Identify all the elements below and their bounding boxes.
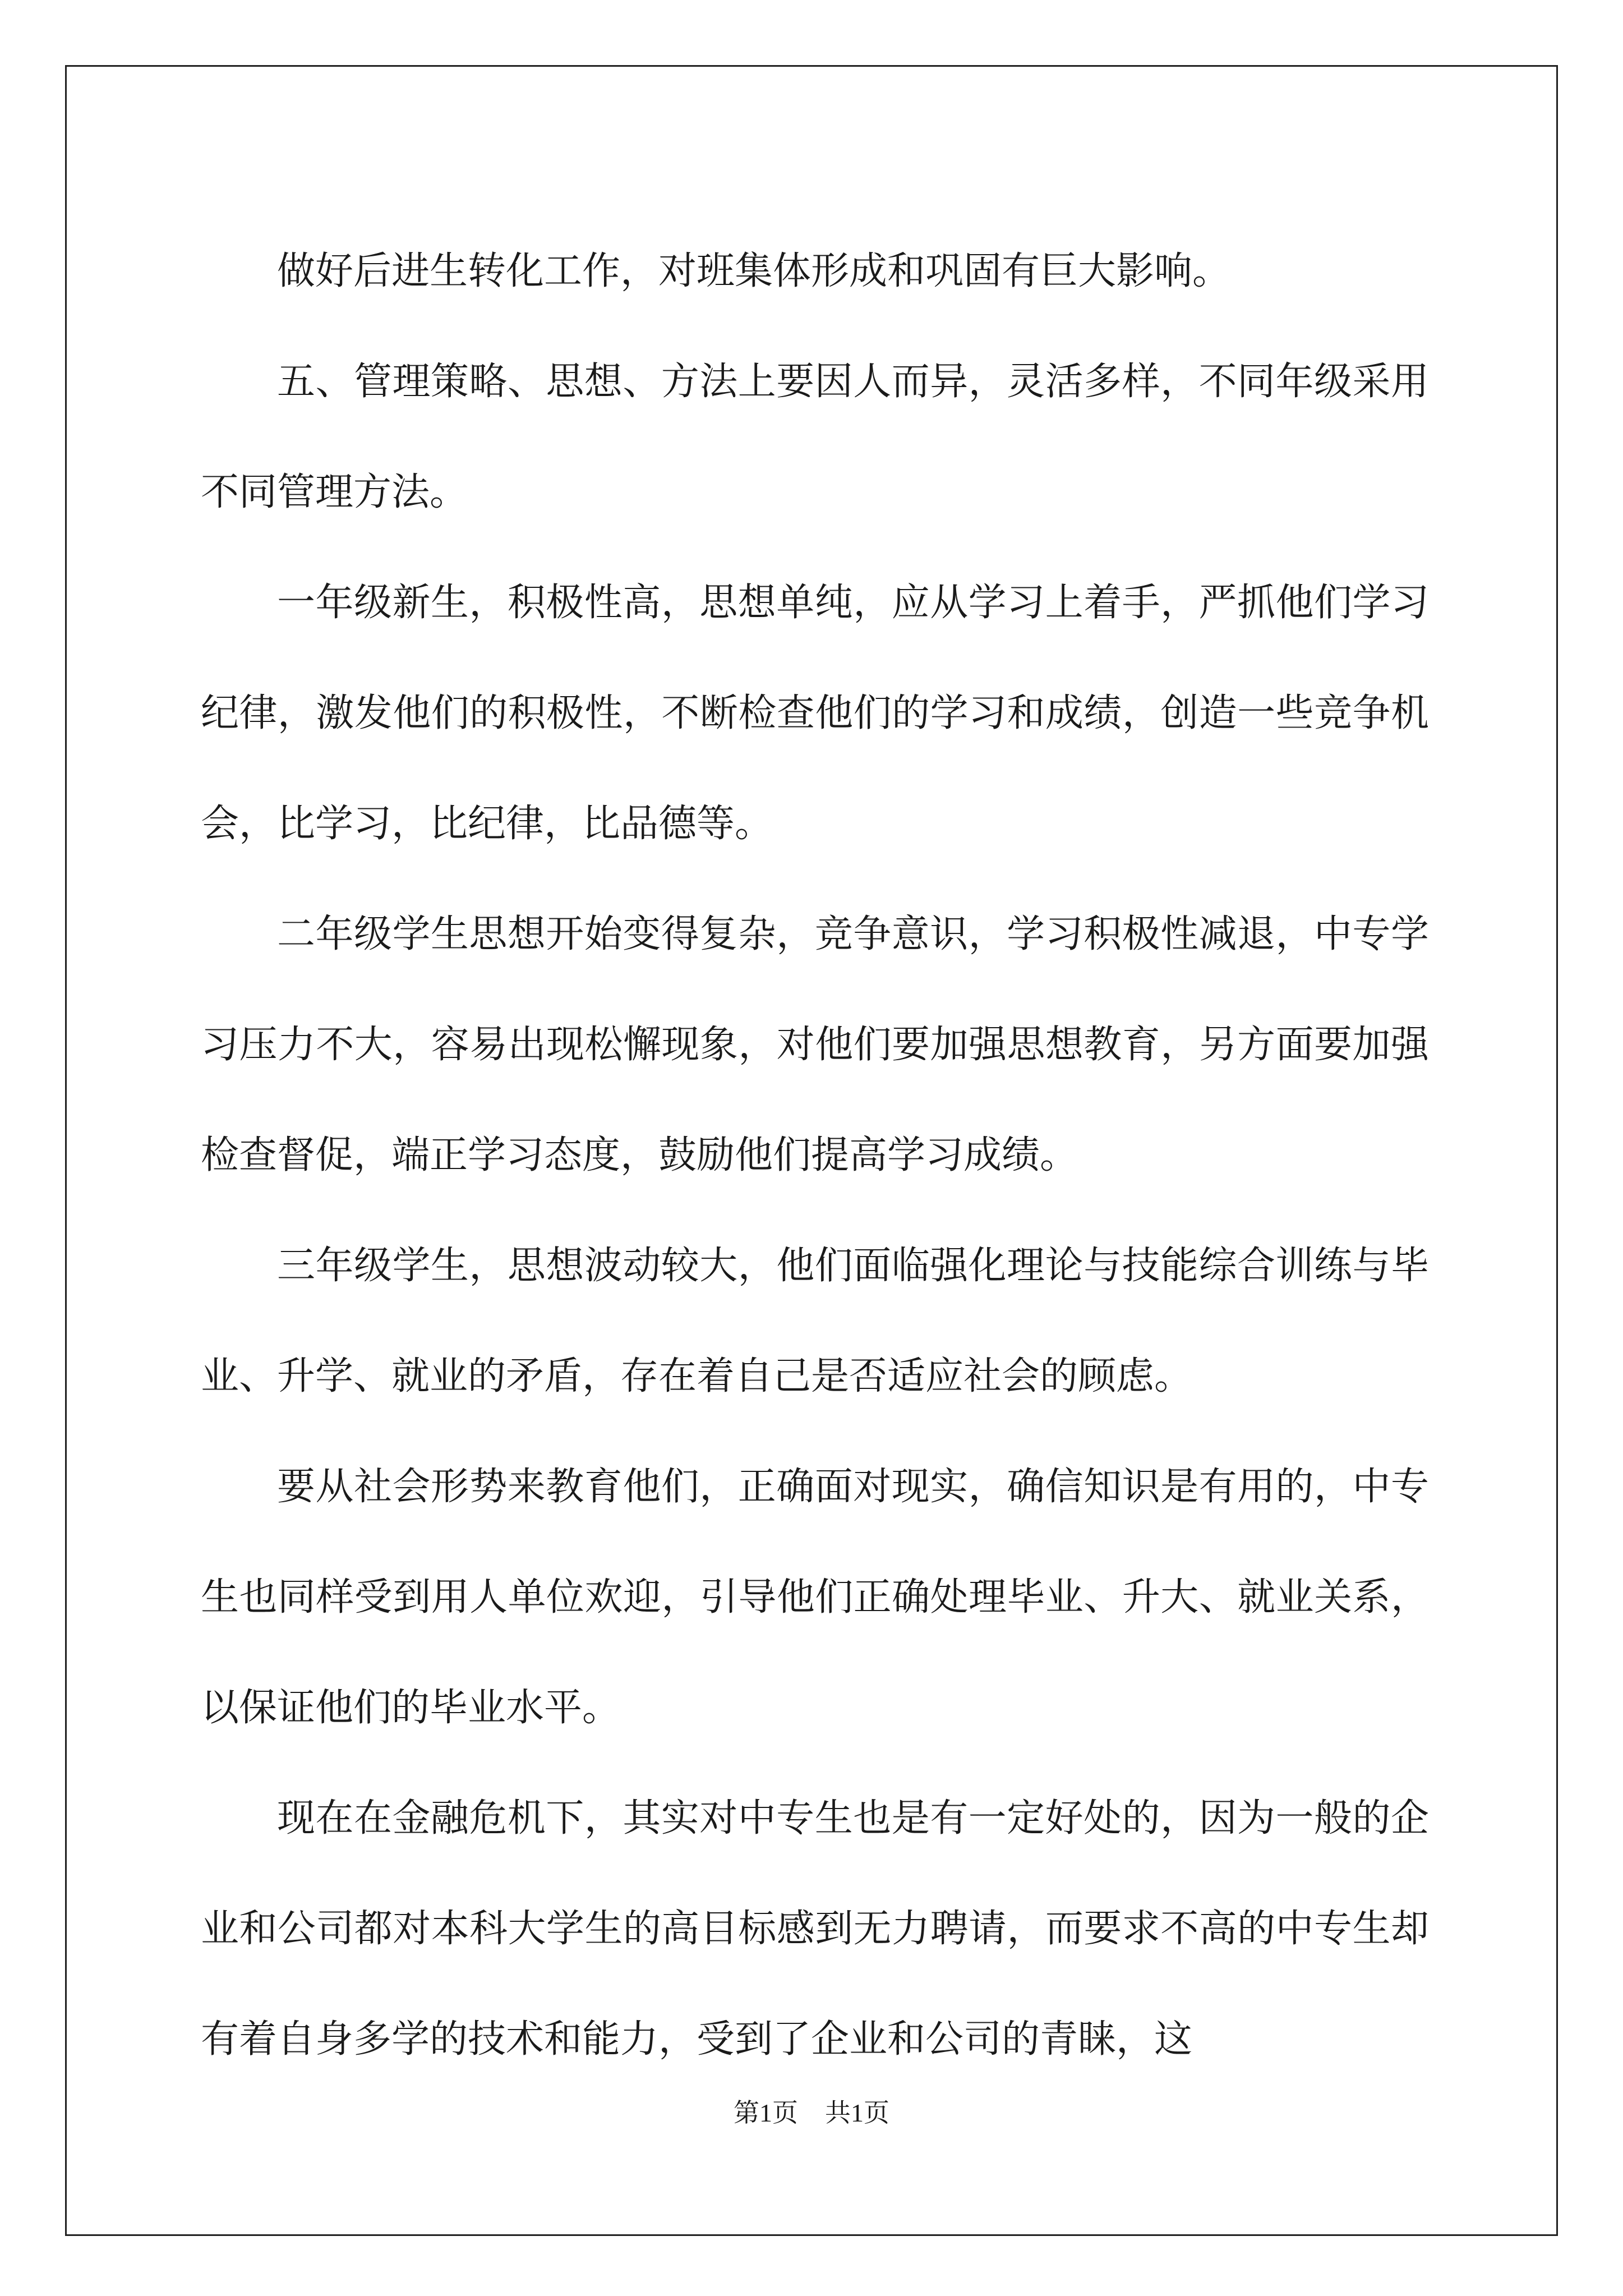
paragraph: 要从社会形势来教育他们，正确面对现实，确信知识是有用的，中专生也同样受到用人单位欢迎，引导他们正确处理毕业、升大、就业关系，以保证他们的毕业水平。: [201, 1465, 1429, 1730]
paragraph: 二年级学生思想开始变得复杂，竞争意识，学习积极性减退，中专学习压力不大，容易出现松懈现象，对他们要加强思想教育，另方面要加强检查督促，端正学习态度，鼓励他们提高学习成绩。: [201, 912, 1429, 1177]
paragraph: 一年级新生，积极性高，思想单纯，应从学习上着手，严抓他们学习纪律，激发他们的积极性，不断检查他们的学习和成绩，创造一些竞争机会，比学习，比纪律，比品德等。: [201, 581, 1429, 846]
paragraph: 三年级学生，思想波动较大，他们面临强化理论与技能综合训练与毕业、升学、就业的矛盾，存在着自己是否适应社会的顾虑。: [201, 1244, 1429, 1398]
paragraph: 做好后进生转化工作，对班集体形成和巩固有巨大影响。: [277, 249, 1231, 293]
page-footer: [0, 2100, 1623, 2126]
page-number: 第1页: [734, 2099, 798, 2127]
paragraph: 现在在金融危机下，其实对中专生也是有一定好处的，因为一般的企业和公司都对本科大学生的高目标感到无力聘请，而要求不高的中专生却有着自身多学的技术和能力，受到了企业和公司的青睐，这: [201, 1796, 1429, 2062]
paragraph: 五、管理策略、思想、方法上要因人而异，灵活多样，不同年级采用不同管理方法。: [201, 360, 1429, 514]
document-body: [201, 216, 1429, 2095]
page-total: 共1页: [825, 2099, 889, 2127]
